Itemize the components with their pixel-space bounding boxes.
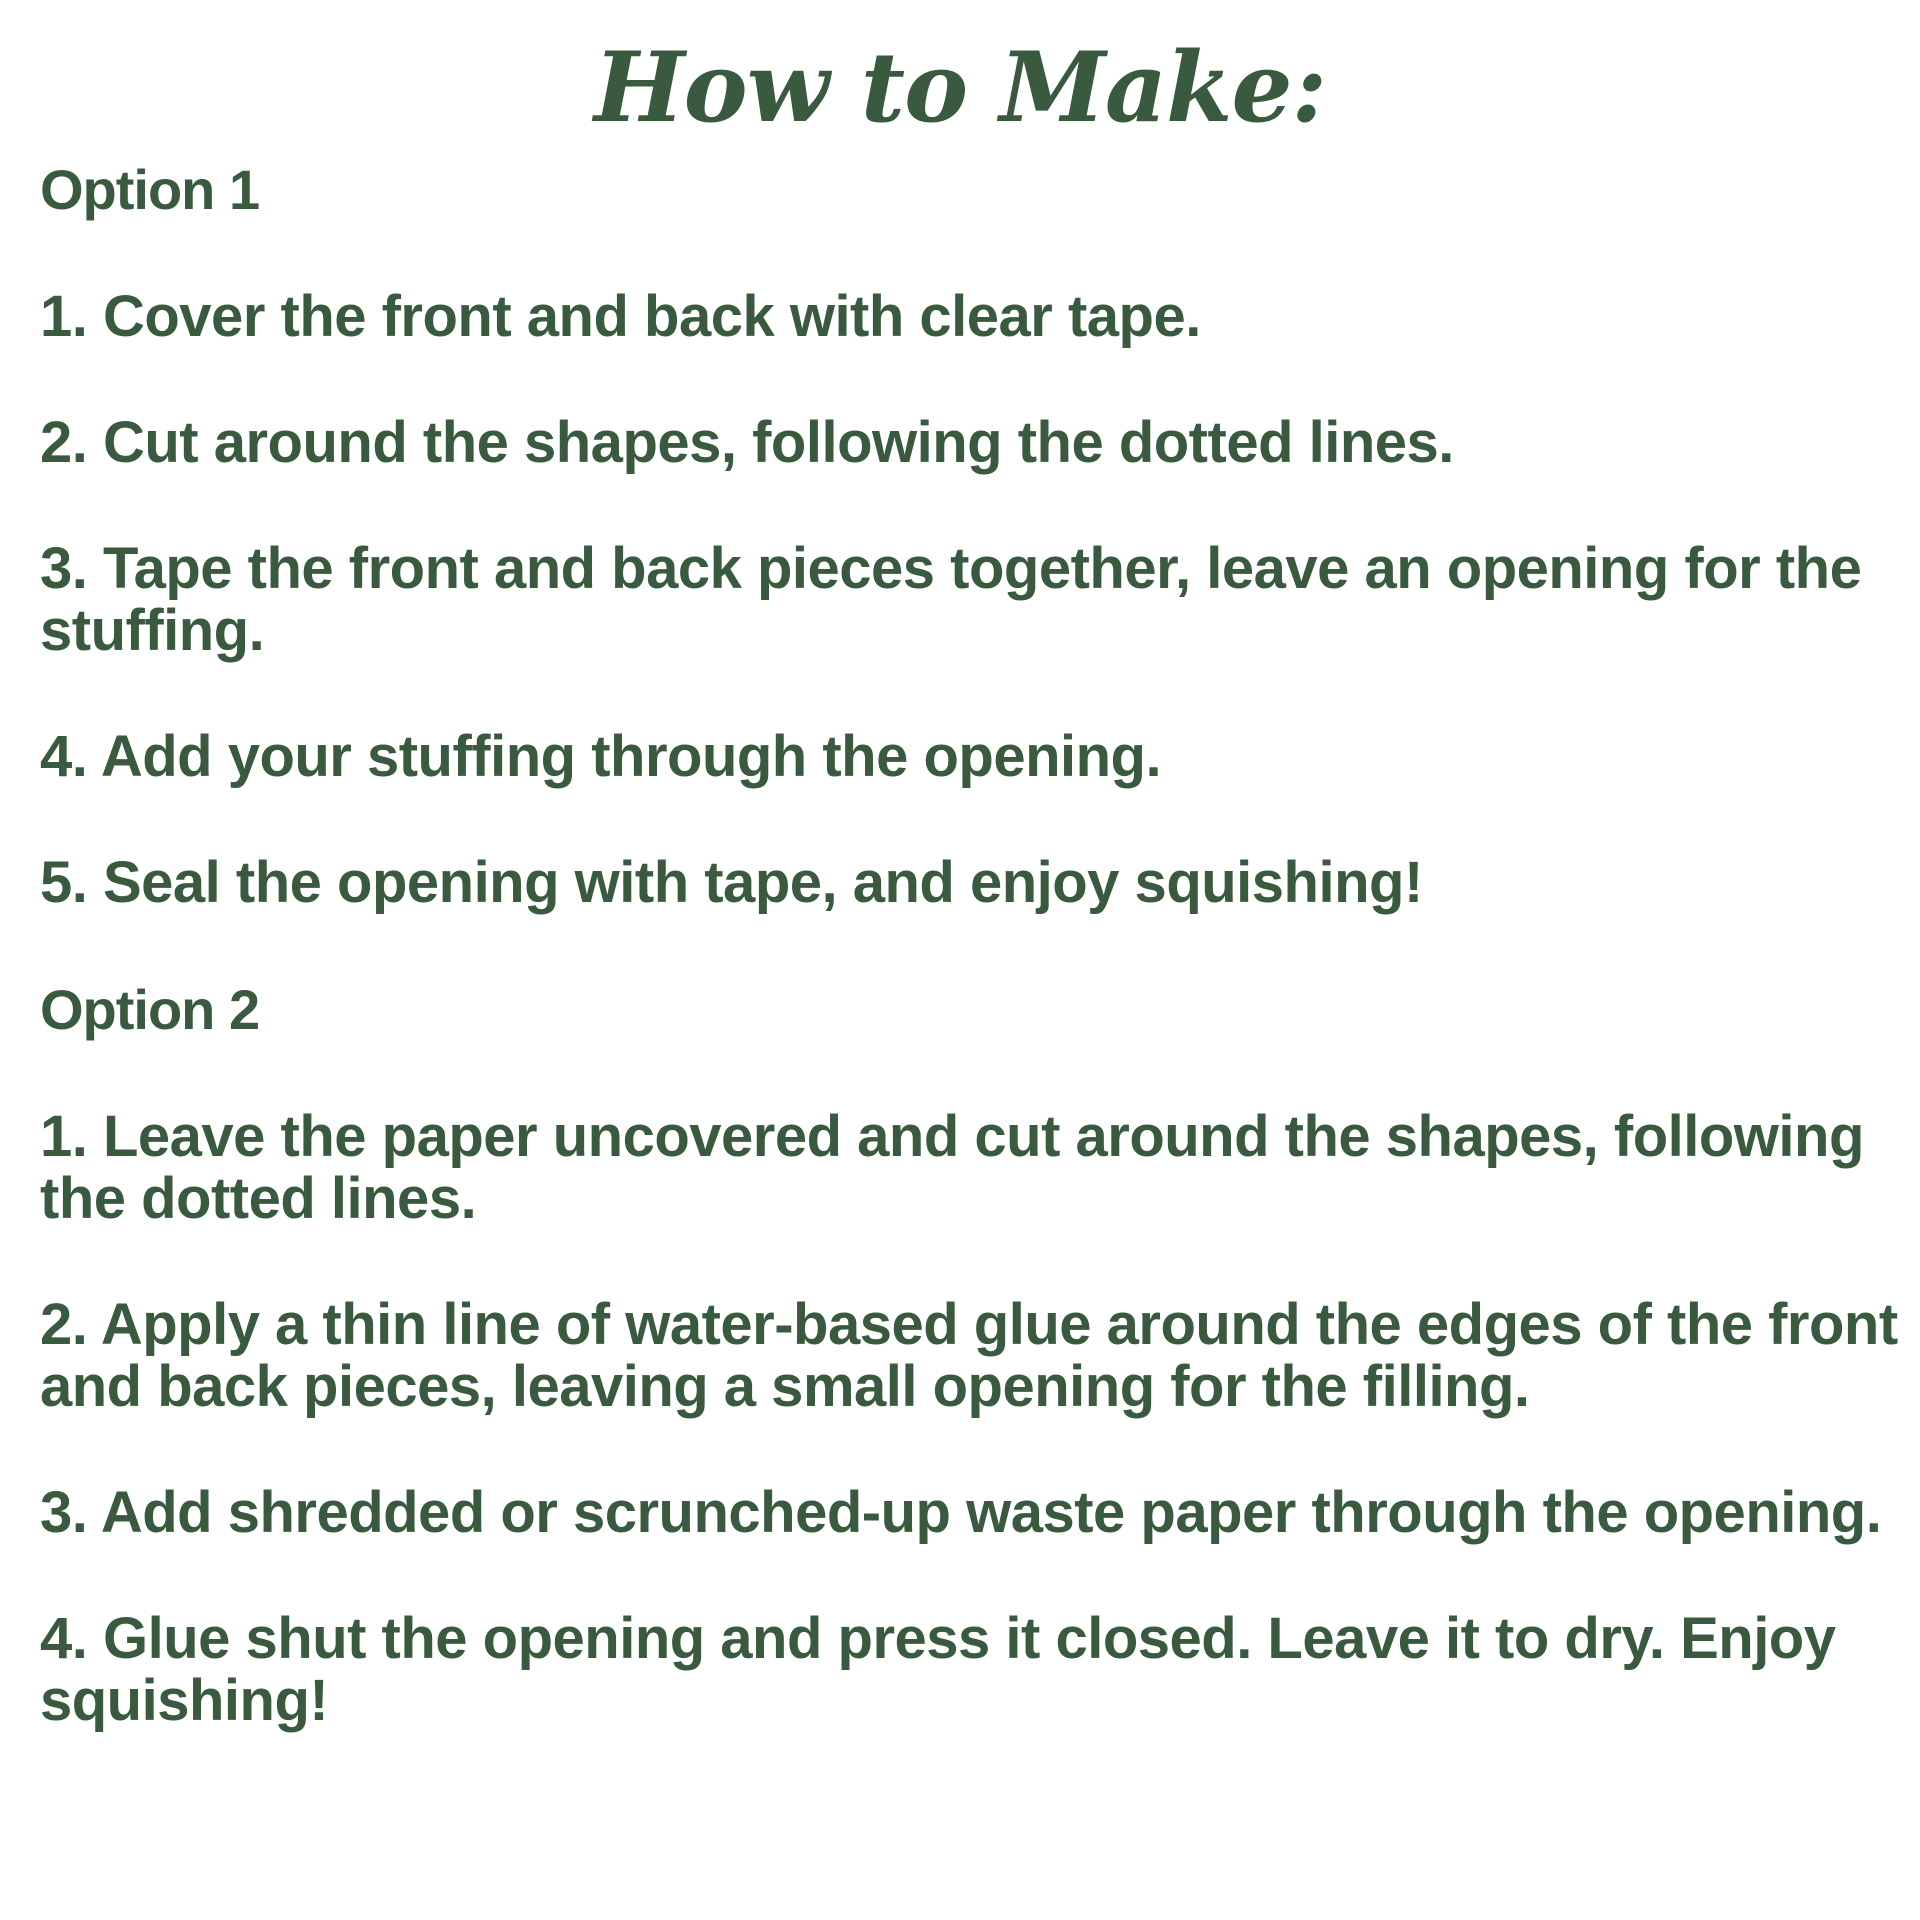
option-2-heading: Option 2 [40,978,260,1041]
option-1-step-1: 1. Cover the front and back with clear tape. [40,284,1201,349]
option-1-step-2: 2. Cut around the shapes, following the dotted lines. [40,410,1454,475]
option-1-step-5: 5. Seal the opening with tape, and enjoy squishing! [40,850,1423,915]
option-1-step-3: 3. Tape the front and back pieces together, leave an opening for the stuffing. [40,536,1862,663]
option-1-heading: Option 1 [40,158,260,221]
option-1-step-4: 4. Add your stuffing through the opening. [40,724,1162,789]
option-2-step-4: 4. Glue shut the opening and press it closed. Leave it to dry. Enjoy squishing! [40,1606,1836,1733]
option-2-step-2: 2. Apply a thin line of water-based glue around the edges of the front and back pieces, leaving a small opening for the filling. [40,1292,1898,1419]
page-title: How to Make: [593,31,1327,144]
option-2-step-3: 3. Add shredded or scrunched-up waste paper through the opening. [40,1480,1882,1545]
instructions-content [40,158,1900,1732]
option-2-step-1: 1. Leave the paper uncovered and cut around the shapes, following the dotted lines. [40,1104,1864,1231]
